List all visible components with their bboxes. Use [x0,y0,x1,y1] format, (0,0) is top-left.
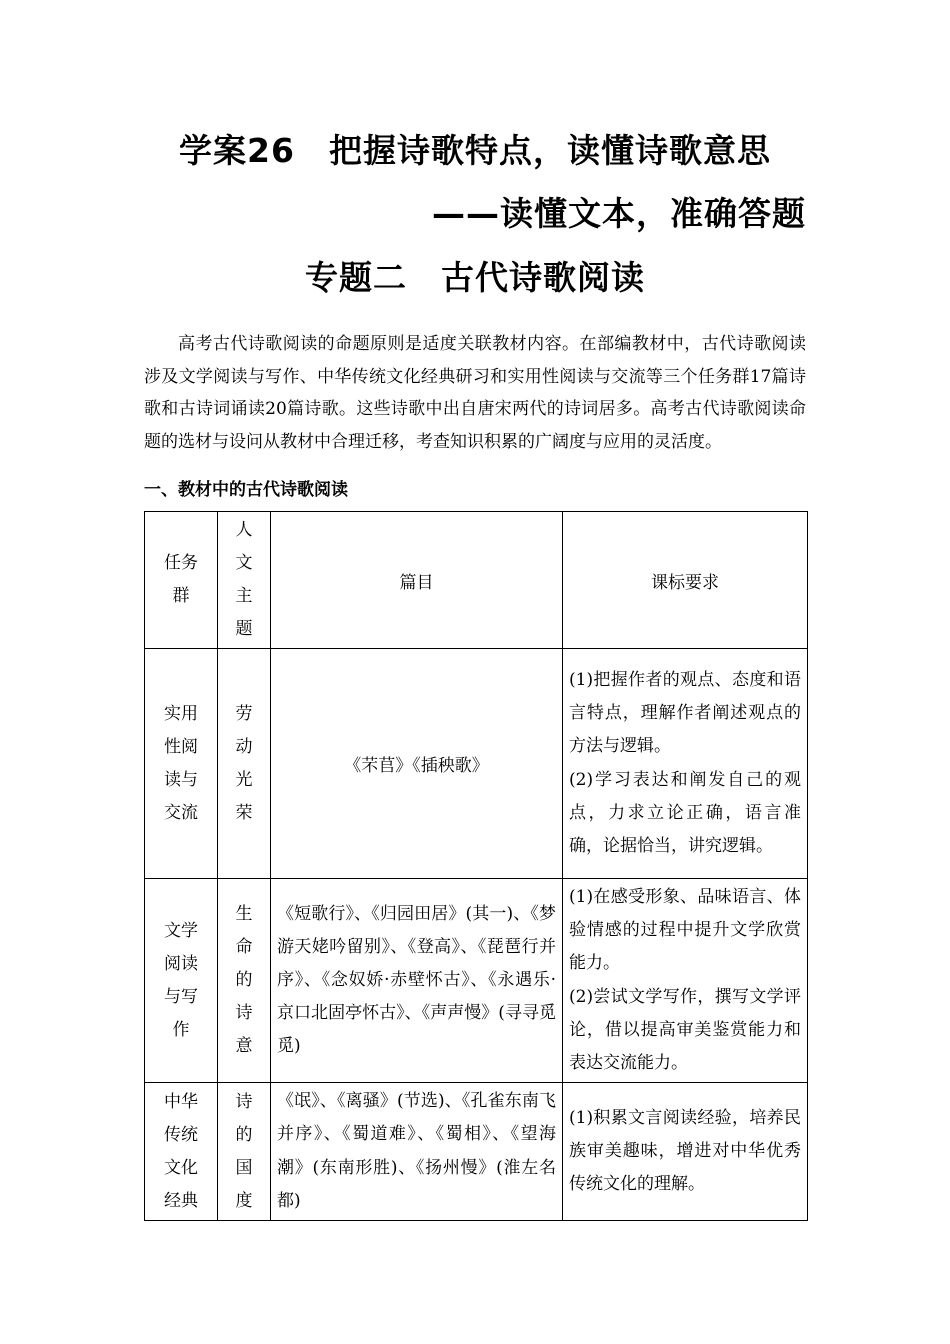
task-group-cell [145,879,218,1083]
header-theme-char: 主 [235,586,253,606]
requirement-item: (2)尝试文学写作，撰写文学评论，借以提高审美鉴赏能力和表达交流能力。 [569,986,801,1074]
section-heading: 一、教材中的古代诗歌阅读 [144,480,348,500]
header-theme [218,512,271,649]
intro-paragraph: 高考古代诗歌阅读的命题原则是适度关联教材内容。在部编教材中，古代诗歌阅读涉及文学阅读与写作、中华传统文化经典研习和实用性阅读与交流等三个任务群17篇诗歌和古诗词诵读20篇诗歌。这些诗歌中出自唐宋两代的诗词居多。高考古代诗歌阅读命题的选材与设问从教材中合理迁移，考查知识积累的广阔度与应用的灵活度。 [144,334,806,452]
task-group-line: 阅读 [164,953,198,974]
theme-char: 动 [235,736,253,757]
task-group-line: 性阅 [164,736,198,757]
theme-cell [218,879,271,1083]
works-cell: 《芣苢》《插秧歌》 [271,649,563,879]
task-group-cell [145,649,218,879]
header-task-group [145,512,218,649]
topic-title: 专题二 古代诗歌阅读 [305,258,645,297]
table-row [145,879,808,1083]
theme-char: 荣 [235,802,253,823]
task-group-line: 读与 [164,769,198,790]
table-header-row [145,512,808,649]
task-group-line: 文学 [164,920,198,941]
theme-char: 的 [235,1124,253,1145]
task-group-line: 中华 [164,1091,198,1112]
theme-char: 劳 [235,703,253,724]
theme-char: 命 [235,937,253,958]
header-theme-char: 题 [235,619,253,639]
requirements-cell [563,879,808,1083]
lesson-subtitle: ——读懂文本，准确答题 [432,194,806,233]
theme-char: 光 [235,769,253,790]
task-group-line: 经典 [164,1190,198,1211]
task-group-line: 交流 [164,802,198,823]
task-group-line: 传统 [164,1124,198,1145]
header-theme-char: 人 [235,520,253,540]
header-works: 篇目 [271,512,563,649]
task-group-cell [145,1083,218,1221]
theme-char: 度 [235,1190,253,1211]
theme-char: 意 [235,1036,253,1057]
theme-char: 国 [235,1157,253,1178]
table-row [145,1083,808,1221]
requirement-item: (1)把握作者的观点、态度和语言特点，理解作者阐述观点的方法与逻辑。 [569,669,801,757]
requirements-cell [563,649,808,879]
requirements-cell [563,1083,808,1221]
requirement-item: (1)在感受形象、品味语言、体验情感的过程中提升文学欣赏能力。 [569,887,801,974]
task-group-line: 实用 [164,703,198,724]
theme-char: 诗 [235,1003,253,1024]
theme-char: 诗 [235,1091,253,1112]
theme-cell [218,1083,271,1221]
task-group-line: 文化 [164,1157,198,1178]
header-task-group-line: 群 [172,586,190,606]
theme-char: 的 [235,970,253,991]
requirement-item: (2)学习表达和阐发自己的观点，力求立论正确，语言准确，论据恰当，讲究逻辑。 [569,769,801,856]
works-cell: 《短歌行》、《归园田居》(其一)、《梦游天姥吟留别》、《登高》、《琵琶行并序》、《念奴娇·赤壁怀古》、《永遇乐·京口北固亭怀古》、《声声慢》(寻寻觅觅) [271,879,563,1083]
requirement-item: (1)积累文言阅读经验，培养民族审美趣味，增进对中华优秀传统文化的理解。 [569,1107,801,1195]
curriculum-table [144,511,808,1221]
theme-cell [218,649,271,879]
header-task-group-line: 任务 [164,553,198,573]
theme-char: 生 [235,904,253,925]
table-row [145,649,808,879]
lesson-title: 学案26 把握诗歌特点，读懂诗歌意思 [179,131,771,170]
task-group-line: 与写 [164,986,198,1007]
header-requirements: 课标要求 [563,512,808,649]
header-theme-char: 文 [235,553,253,573]
works-cell: 《氓》、《离骚》(节选)、《孔雀东南飞并序》、《蜀道难》、《蜀相》、《望海潮》(东南形胜)、《扬州慢》(淮左名都) [271,1083,563,1221]
task-group-line: 作 [172,1019,190,1040]
